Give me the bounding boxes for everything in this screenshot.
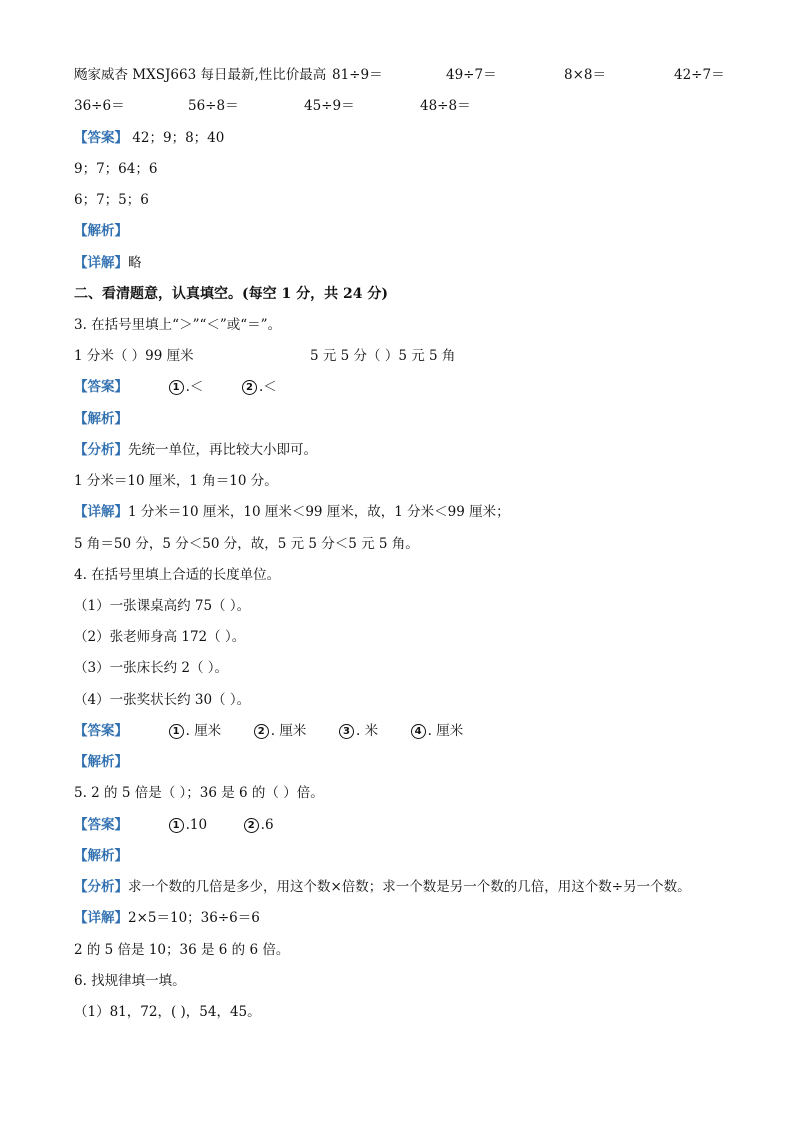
answer-value: 米 <box>364 723 379 739</box>
question-item: 5 元 5 分（ ）5 元 5 角 <box>310 348 456 364</box>
circled-number: 3 <box>339 724 354 739</box>
answer-tag: 【答案】 <box>74 130 128 146</box>
fenxi-tag: 【分析】 <box>74 879 128 895</box>
question-item: （3）一张床长约 2（ ）。 <box>74 660 229 676</box>
answer-line: 9；7；64；6 <box>74 161 158 177</box>
detail-block <box>74 254 142 272</box>
calc-item: 36÷6＝ <box>74 98 125 114</box>
question-stem: 5. 2 的 5 倍是（ ）；36 是 6 的（ ）倍。 <box>74 785 324 801</box>
question-stem: 6. 找规律填一填。 <box>74 973 186 989</box>
question-stem: 4. 在括号里填上合适的长度单位。 <box>74 567 281 583</box>
answer-value: ＜ <box>263 379 277 395</box>
answer-value: 厘米 <box>279 723 307 739</box>
circled-number: 2 <box>242 380 257 395</box>
detail-tag: 【详解】 <box>74 910 128 926</box>
detail-block <box>74 909 260 927</box>
analysis-tag: 【解析】 <box>74 754 128 770</box>
fenxi-text: 求一个数的几倍是多少，用这个数×倍数；求一个数是另一个数的几倍，用这个数÷另一个数。 <box>128 879 691 895</box>
detail-line: 2 的 5 倍是 10；36 是 6 的 6 倍。 <box>74 942 290 958</box>
question-stem: 3. 在括号里填上“＞”“＜”或“＝”。 <box>74 317 282 333</box>
answer-value: 10 <box>189 817 208 833</box>
question-item: （1）一张课桌高约 75（ ）。 <box>74 598 251 614</box>
analysis-tag: 【解析】 <box>74 848 128 864</box>
question-item: （1）81，72，( )，54，45。 <box>74 1004 261 1020</box>
fenxi-block <box>74 441 317 459</box>
calc-item: 45÷9＝ <box>304 98 355 114</box>
circled-number: 2 <box>244 818 259 833</box>
detail-text: 1 分米＝10 厘米，10 厘米＜99 厘米，故，1 分米＜99 厘米； <box>128 504 510 520</box>
analysis-tag: 【解析】 <box>74 411 128 427</box>
detail-tag: 【详解】 <box>74 504 128 520</box>
question-item: 1 分米（ ）99 厘米 <box>74 348 194 364</box>
detail-tag: 【详解】 <box>74 255 128 271</box>
calc-item: 49÷7＝ <box>446 67 497 83</box>
answer-value: 厘米 <box>436 723 464 739</box>
circled-number: 2 <box>254 724 269 739</box>
circled-number: 1 <box>169 380 184 395</box>
answer-text: 42；9；8；40 <box>132 130 225 146</box>
circled-number: 1 <box>169 818 184 833</box>
fenxi-text: 先统一单位，再比较大小即可。 <box>128 442 317 458</box>
analysis-tag: 【解析】 <box>74 223 128 239</box>
calc-item: 81÷9＝ <box>332 67 383 83</box>
detail-text: 2×5＝10；36÷6＝6 <box>128 910 260 926</box>
row1-lead-text: 飏家威杏 MXSJ663 每日最新,性比价最高 <box>74 67 327 83</box>
answer-block: 【答案】 1 . 厘米 2 . 厘米 3 . 米 4 . 厘米 <box>74 723 464 739</box>
answer-block: 【答案】 1 .＜ 2 .＜ <box>74 379 277 395</box>
calc-item: 42÷7＝ <box>674 67 725 83</box>
circled-number: 4 <box>411 724 426 739</box>
answer-block <box>74 129 224 147</box>
detail-block <box>74 503 510 521</box>
section-title: 二、看清题意，认真填空。(每空 1 分，共 24 分) <box>74 286 388 302</box>
fenxi-line: 1 分米＝10 厘米，1 角＝10 分。 <box>74 473 278 489</box>
answer-value: 6 <box>264 817 274 833</box>
question-item: （2）张老师身高 172（ ）。 <box>74 629 246 645</box>
question-item: （4）一张奖状长约 30（ ）。 <box>74 692 251 708</box>
calc-item: 56÷8＝ <box>188 98 239 114</box>
calc-item: 8×8＝ <box>564 67 606 83</box>
detail-text: 略 <box>128 255 142 271</box>
calc-item: 48÷8＝ <box>420 98 471 114</box>
answer-tag: 【答案】 <box>74 723 128 739</box>
answer-block: 【答案】 1 .10 2 .6 <box>74 817 274 833</box>
answer-value: 厘米 <box>194 723 222 739</box>
row1-lead <box>74 66 326 84</box>
answer-value: ＜ <box>189 379 204 395</box>
fenxi-tag: 【分析】 <box>74 442 128 458</box>
answer-line: 6；7；5；6 <box>74 192 149 208</box>
detail-line: 5 角＝50 分，5 分＜50 分，故，5 元 5 分＜5 元 5 角。 <box>74 536 419 552</box>
answer-tag: 【答案】 <box>74 817 128 833</box>
fenxi-block <box>74 878 691 896</box>
answer-tag: 【答案】 <box>74 379 128 395</box>
circled-number: 1 <box>169 724 184 739</box>
